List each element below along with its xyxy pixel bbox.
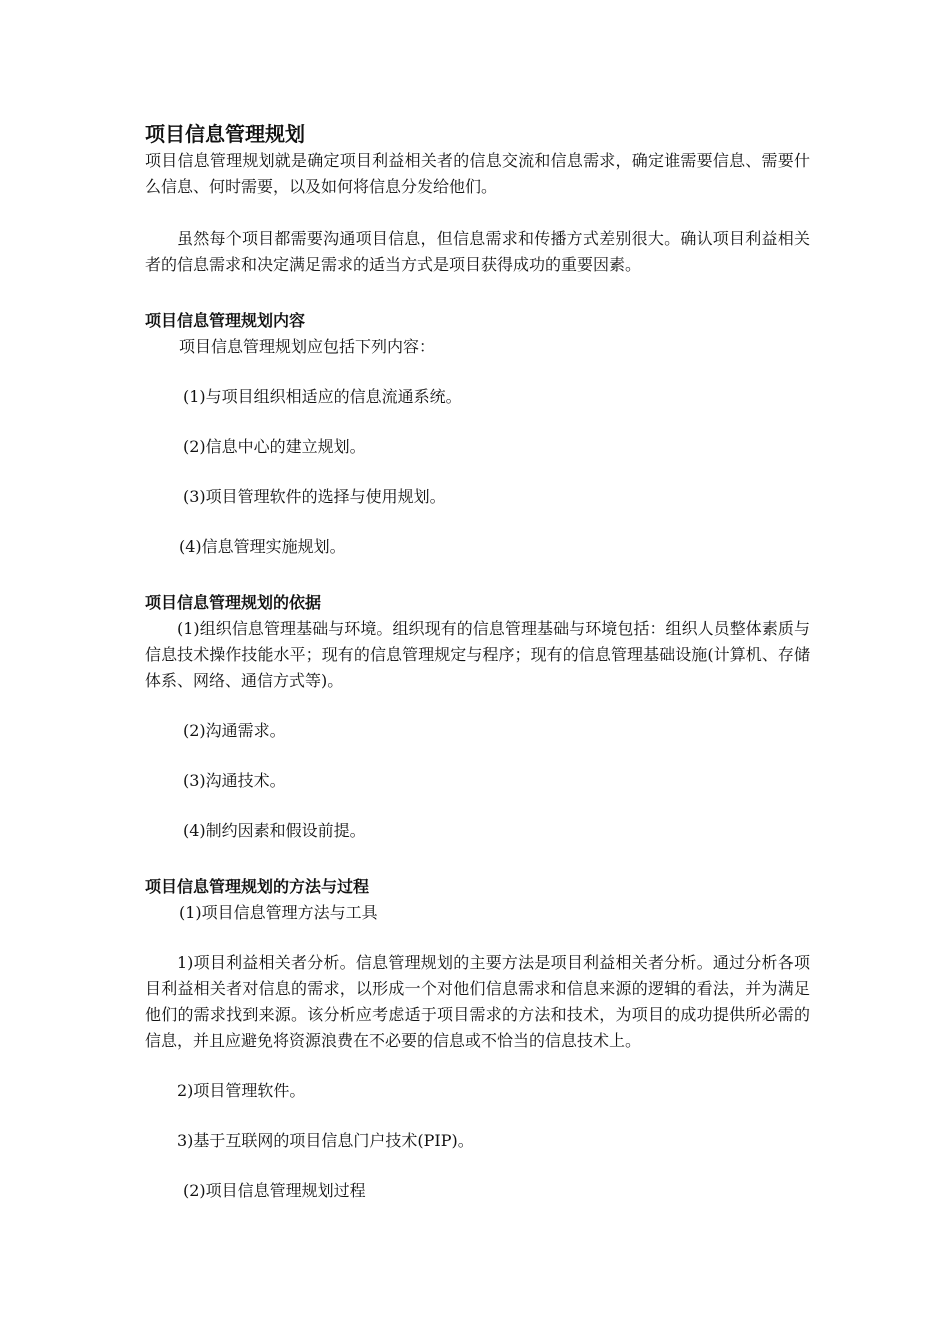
contents-item-2: (2)信息中心的建立规划。 [183, 437, 366, 456]
spacer [145, 1054, 810, 1078]
basis-item-1: (1)组织信息管理基础与环境。组织现有的信息管理基础与环境包括：组织人员整体素质与信息技术操作技能水平；现有的信息管理规定与程序；现有的信息管理基础设施(计算机、存储体系、网络、通信方式等)。 [145, 619, 810, 690]
spacer [145, 694, 810, 718]
section-heading-methods: 项目信息管理规划的方法与过程 [145, 877, 370, 896]
spacer [145, 844, 810, 874]
spacer [145, 1104, 810, 1128]
document-title: 项目信息管理规划 [145, 122, 305, 146]
spacer [145, 460, 810, 484]
contents-item-1: (1)与项目组织相适应的信息流通系统。 [183, 387, 462, 406]
basis-item-2: (2)沟通需求。 [183, 721, 286, 740]
spacer [145, 360, 810, 384]
intro-paragraph-1: 项目信息管理规划就是确定项目利益相关者的信息交流和信息需求，确定谁需要信息、需要什么信息、何时需要，以及如何将信息分发给他们。 [145, 151, 810, 196]
spacer [145, 926, 810, 950]
spacer [145, 744, 810, 768]
method-item-3: 3)基于互联网的项目信息门户技术(PIP)。 [177, 1131, 474, 1150]
section-heading-basis: 项目信息管理规划的依据 [145, 593, 322, 612]
spacer [145, 200, 810, 226]
spacer [145, 560, 810, 590]
spacer [145, 410, 810, 434]
spacer [145, 278, 810, 308]
contents-item-4: (4)信息管理实施规划。 [179, 537, 346, 556]
document-body [145, 120, 810, 1204]
methods-subheading-2: (2)项目信息管理规划过程 [183, 1181, 366, 1200]
basis-item-4: (4)制约因素和假设前提。 [183, 821, 366, 840]
intro-paragraph-2: 虽然每个项目都需要沟通项目信息，但信息需求和传播方式差别很大。确认项目利益相关者的信息需求和决定满足需求的适当方式是项目获得成功的重要因素。 [145, 229, 810, 274]
contents-item-3: (3)项目管理软件的选择与使用规划。 [183, 487, 446, 506]
contents-lead: 项目信息管理规划应包括下列内容： [179, 337, 436, 356]
method-item-2: 2)项目管理软件。 [177, 1081, 306, 1100]
spacer [145, 1154, 810, 1178]
method-item-1: 1)项目利益相关者分析。信息管理规划的主要方法是项目利益相关者分析。通过分析各项目利益相关者对信息的需求，以形成一个对他们信息需求和信息来源的逻辑的看法，并为满足他们的需求找到来源。该分析应考虑适于项目需求的方法和技术，为项目的成功提供所必需的信息，并且应避免将资源浪费在不必要的信息或不恰当的信息技术上。 [145, 953, 810, 1050]
spacer [145, 794, 810, 818]
methods-subheading-1: (1)项目信息管理方法与工具 [179, 903, 378, 922]
spacer [145, 510, 810, 534]
basis-item-3: (3)沟通技术。 [183, 771, 286, 790]
section-heading-contents: 项目信息管理规划内容 [145, 311, 306, 330]
